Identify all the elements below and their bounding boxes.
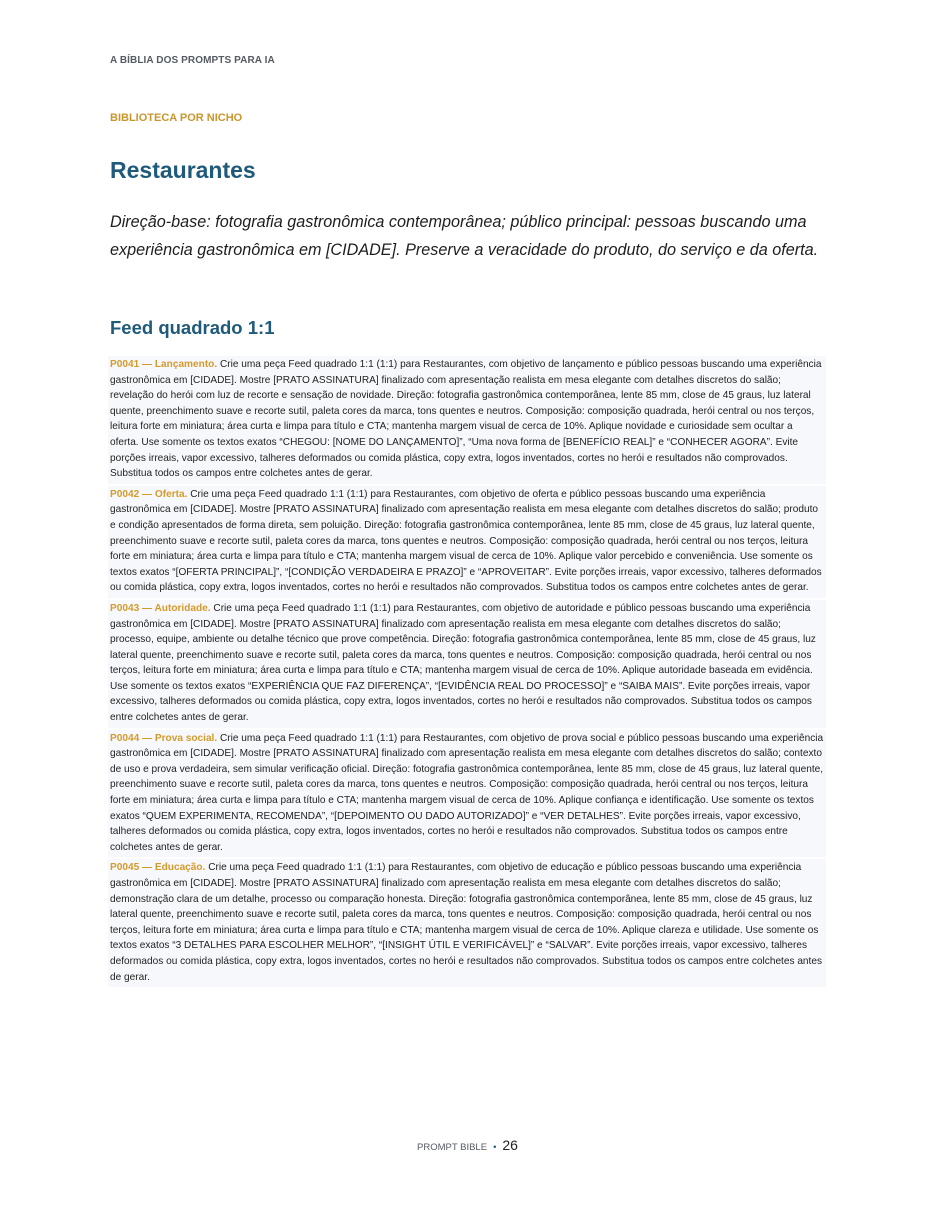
footer-label: PROMPT BIBLE	[417, 1142, 488, 1153]
prompt-id: P0045 — Educação.	[110, 862, 206, 874]
prompt-text: Crie uma peça Feed quadrado 1:1 (1:1) para Restaurantes, com objetivo de educação e público pessoas buscando uma experiência gastronômica em [CIDADE]. Mostre [PRATO ASSINATURA] finalizado com apresentação realista em mesa elegante com detalhes discretos do salão; demonstração clara de um detalhe, processo ou comparação honesta. Direção: fotografia gastronômica contemporânea, lente 85 mm, close de 45 graus, luz lateral quente, preenchimento suave e recorte sutil, paleta cores da marca, tons quentes e neutros. Composição: composição quadrada, herói central ou nos terços, leitura forte em miniatura; área curta e limpa para título e CTA; mantenha margem visual de cerca de 10%. Aplique clareza e utilidade. Use somente os textos exatos “3 DETALHES PARA ESCOLHER MELHOR”, “[INSIGHT ÚTIL E VERIFICÁVEL]” e “SALVAR”. Evite porções irreais, vapor excessivo, talheres deformados ou comida plástica, copy extra, logos inventados, cortes no herói e resultados não comprovados. Substitua todos os campos entre colchetes antes de gerar.	[110, 862, 823, 983]
prompt-id: P0044 — Prova social.	[110, 732, 218, 744]
running-header: A BÍBLIA DOS PROMPTS PARA IA	[110, 55, 275, 66]
prompt-id: P0043 — Autoridade.	[110, 602, 211, 614]
prompt-list	[108, 356, 826, 989]
prompt-item	[108, 859, 826, 987]
footer-separator: •	[493, 1142, 497, 1153]
prompt-item	[108, 486, 826, 598]
prompt-text: Crie uma peça Feed quadrado 1:1 (1:1) para Restaurantes, com objetivo de prova social e público pessoas buscando uma experiência gastronômica em [CIDADE]. Mostre [PRATO ASSINATURA] finalizado com apresentação realista em mesa elegante com detalhes discretos do salão; contexto de uso e prova verdadeira, sem simular verificação oficial. Direção: fotografia gastronômica contemporânea, lente 85 mm, close de 45 graus, luz lateral quente, preenchimento suave e recorte sutil, paleta cores da marca, tons quentes e neutros. Composição: composição quadrada, herói central ou nos terços, leitura forte em miniatura; área curta e limpa para título e CTA; mantenha margem visual de cerca de 10%. Aplique confiança e identificação. Use somente os textos exatos “QUEM EXPERIMENTA, RECOMENDA”, “[DEPOIMENTO OU DADO AUTORIZADO]” e “VER DETALHES”. Evite porções irreais, vapor excessivo, talheres deformados ou comida plástica, copy extra, logos inventados, cortes no herói e resultados não comprovados. Substitua todos os campos entre colchetes antes de gerar.	[110, 732, 824, 853]
intro-paragraph: Direção-base: fotografia gastronômica contemporânea; público principal: pessoas buscando uma experiência gastronômica em [CIDADE]. Preserve a veracidade do produto, do serviço e da oferta.	[110, 213, 819, 259]
prompt-item	[108, 356, 826, 484]
page-footer	[0, 1137, 935, 1153]
subsection-title: Feed quadrado 1:1	[110, 317, 275, 338]
prompt-text: Crie uma peça Feed quadrado 1:1 (1:1) para Restaurantes, com objetivo de autoridade e público pessoas buscando uma experiência gastronômica em [CIDADE]. Mostre [PRATO ASSINATURA] finalizado com apresentação realista em mesa elegante com detalhes discretos do salão; processo, equipe, ambiente ou detalhe técnico que prove competência. Direção: fotografia gastronômica contemporânea, lente 85 mm, close de 45 graus, luz lateral quente, preenchimento suave e recorte sutil, paleta cores da marca, tons quentes e neutros. Composição: composição quadrada, herói central ou nos terços, leitura forte em miniatura; área curta e limpa para título e CTA; mantenha margem visual de cerca de 10%. Aplique autoridade baseada em evidência. Use somente os textos exatos “EXPERIÊNCIA QUE FAZ DIFERENÇA”, “[EVIDÊNCIA REAL DO PROCESSO]” e “SAIBA MAIS”. Evite porções irreais, vapor excessivo, talheres deformados ou comida plástica, copy extra, logos inventados, cortes no herói e resultados não comprovados. Substitua todos os campos entre colchetes antes de gerar.	[110, 602, 816, 724]
prompt-text: Crie uma peça Feed quadrado 1:1 (1:1) para Restaurantes, com objetivo de lançamento e público pessoas buscando uma experiência gastronômica em [CIDADE]. Mostre [PRATO ASSINATURA] finalizado com apresentação realista em mesa elegante com detalhes discretos do salão; revelação do herói com luz de recorte e sensação de novidade. Direção: fotografia gastronômica contemporânea, lente 85 mm, close de 45 graus, luz lateral quente, preenchimento suave e recorte sutil, paleta cores da marca, tons quentes e neutros. Composição: composição quadrada, herói central ou nos terços, leitura forte em miniatura; área curta e limpa para título e CTA; mantenha margem visual de cerca de 10%. Aplique novidade e curiosidade sem ocultar a oferta. Use somente os textos exatos “CHEGOU: [NOME DO LANÇAMENTO]”, “Uma nova forma de [BENEFÍCIO REAL]” e “CONHECER AGORA”. Evite porções irreais, vapor excessivo, talheres deformados ou comida plástica, copy extra, logos inventados, cortes no herói e resultados não comprovados. Substitua todos os campos entre colchetes antes de gerar.	[110, 359, 822, 480]
page-title: Restaurantes	[110, 157, 256, 183]
section-label: BIBLIOTECA POR NICHO	[110, 112, 243, 124]
prompt-id: P0042 — Oferta.	[110, 488, 188, 500]
prompt-item	[108, 600, 826, 728]
page-number: 26	[502, 1137, 518, 1153]
prompt-text: Crie uma peça Feed quadrado 1:1 (1:1) para Restaurantes, com objetivo de oferta e público pessoas buscando uma experiência gastronômica em [CIDADE]. Mostre [PRATO ASSINATURA] finalizado com apresentação realista em mesa elegante com detalhes discretos do salão; produto e condição apresentados de forma direta, sem poluição. Direção: fotografia gastronômica contemporânea, lente 85 mm, close de 45 graus, luz lateral quente, preenchimento suave e recorte sutil, paleta cores da marca, tons quentes e neutros. Composição: composição quadrada, herói central ou nos terços, leitura forte em miniatura; área curta e limpa para título e CTA; mantenha margem visual de cerca de 10%. Aplique valor percebido e conveniência. Use somente os textos exatos “[OFERTA PRINCIPAL]”, “[CONDIÇÃO VERDADEIRA E PRAZO]” e “APROVEITAR”. Evite porções irreais, vapor excessivo, talheres deformados ou comida plástica, copy extra, logos inventados, cortes no herói e resultados não comprovados. Substitua todos os campos entre colchetes antes de gerar.	[110, 488, 822, 594]
prompt-id: P0041 — Lançamento.	[110, 359, 218, 370]
prompt-item	[108, 730, 826, 858]
